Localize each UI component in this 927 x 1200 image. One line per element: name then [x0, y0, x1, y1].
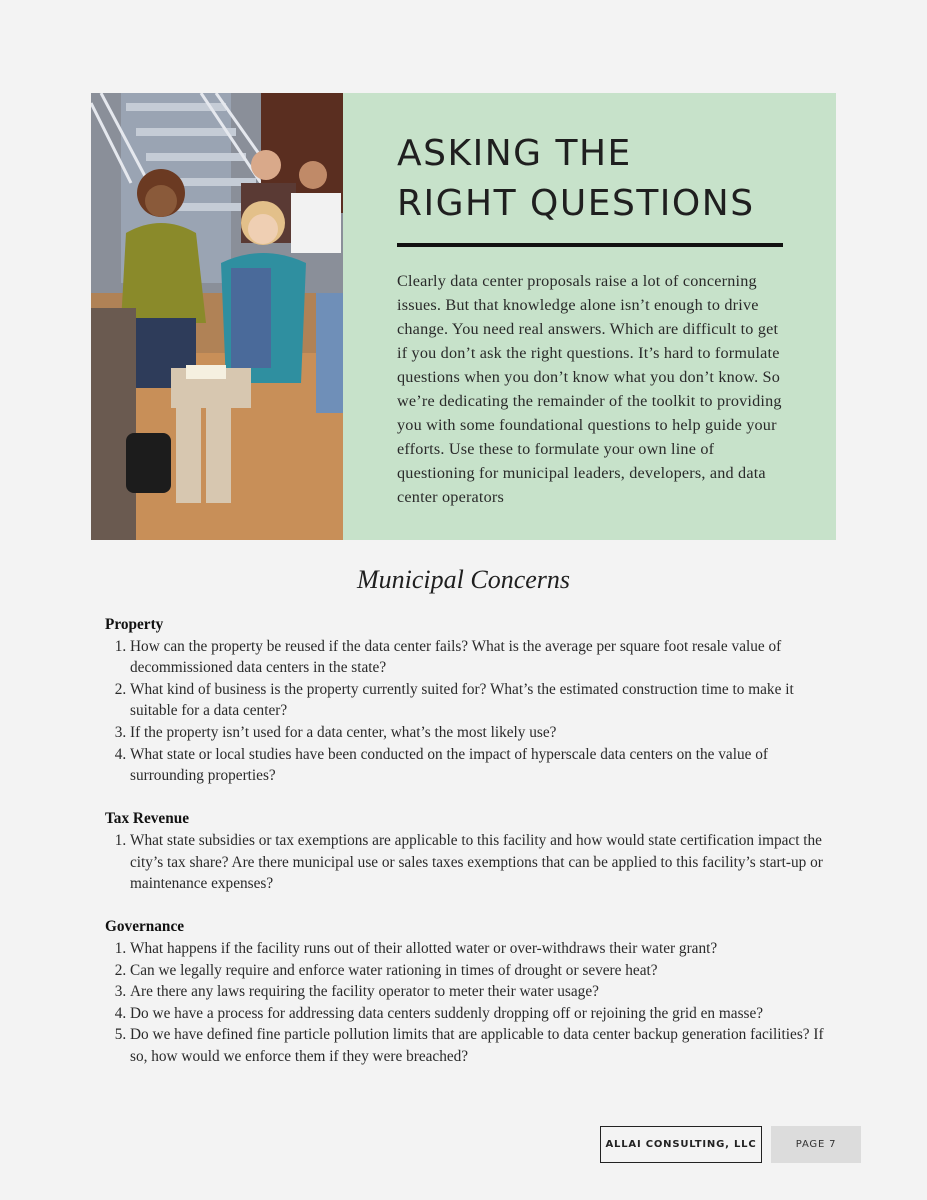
group-tax-revenue — [105, 808, 830, 894]
question-item: 3. Are there any laws requiring the facility operator to meter their water usage? — [130, 981, 830, 1003]
group-heading-tax-revenue: Tax Revenue — [105, 810, 189, 828]
hero-title — [397, 129, 755, 229]
question-item: 1. How can the property be reused if the data center fails? What is the average per square foot resale value of decommissioned data centers in the state? — [130, 636, 830, 679]
question-list-governance — [105, 938, 830, 1068]
question-item: 4. Do we have a process for addressing data centers suddenly dropping off or rejoining the grid en masse? — [130, 1003, 830, 1025]
group-governance — [105, 916, 830, 1067]
question-item: 1. What happens if the facility runs out of their allotted water or over-withdraws their water grant? — [130, 938, 830, 960]
question-item: 1. What state subsidies or tax exemptions are applicable to this facility and how would state certification impact the city’s tax share? Are there municipal use or sales taxes exemptions that can be applied to this facility’s start-up or maintenance expenses? — [130, 830, 830, 895]
hero-text-panel — [343, 93, 836, 540]
hero-banner — [91, 93, 836, 540]
page-number: PAGE 7 — [771, 1126, 861, 1163]
meeting-photo — [91, 93, 343, 540]
hero-title-line1: ASKING THE — [397, 133, 632, 174]
question-item: 2. What kind of business is the property currently suited for? What’s the estimated construction time to make it suitable for a data center? — [130, 679, 830, 722]
audience-illustration — [91, 93, 343, 540]
title-divider — [397, 243, 783, 247]
question-item: 3. If the property isn’t used for a data center, what’s the most likely use? — [130, 722, 830, 744]
question-item: 4. What state or local studies have been conducted on the impact of hyperscale data centers on the value of surrounding properties? — [130, 744, 830, 787]
group-heading-governance: Governance — [105, 918, 185, 936]
question-item: 5. Do we have defined fine particle pollution limits that are applicable to data center backup generation facilities? If so, how would we enforce them if they were breached? — [130, 1024, 830, 1067]
question-list-property — [105, 636, 830, 787]
group-heading-property: Property — [105, 616, 164, 633]
hero-intro-text: Clearly data center proposals raise a lot of concerning issues. But that knowledge alone isn’t enough to drive change. You need real answers. Which are difficult to get if you don’t ask the right questions. It’s hard to formulate questions when you don’t know what you don’t know. So we’re dedicating the remainder of the toolkit to providing you with some foundational questions to help guide your efforts. Use these to formulate your own line of questioning for municipal leaders, developers, and data center operators — [397, 272, 782, 506]
question-list-tax-revenue — [105, 830, 830, 895]
questions-content — [105, 614, 830, 1089]
company-badge: ALLAI CONSULTING, LLC — [600, 1126, 762, 1163]
question-item: 2. Can we legally require and enforce water rationing in times of drought or severe heat? — [130, 960, 830, 982]
section-title: Municipal Concerns — [356, 565, 571, 594]
hero-title-line2: RIGHT QUESTIONS — [397, 183, 755, 224]
group-property — [105, 614, 830, 787]
